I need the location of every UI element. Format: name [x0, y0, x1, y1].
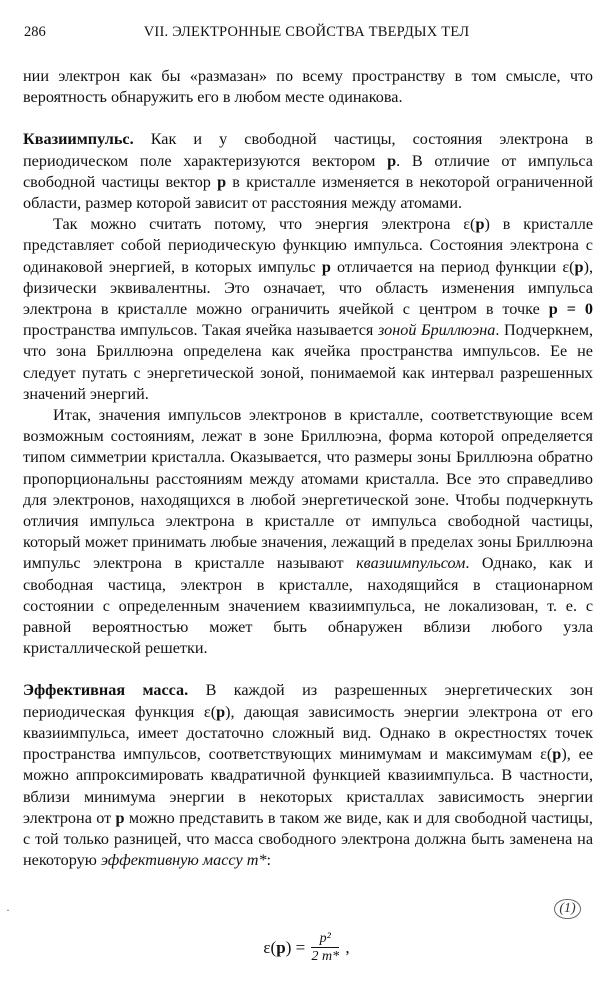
formula-lhs-close: ) — [285, 938, 292, 957]
formula-comma: , — [345, 938, 350, 957]
equation-p-zero: p = 0 — [548, 300, 593, 319]
vector-p: p — [217, 172, 227, 191]
vector-p: p — [115, 808, 125, 827]
paragraph-text: ), дающая зависимость энергии электрона от его квазиимпульса, имеет достаточно сложный вид. Однако в окрестностях точек пространства импульсов, соответствующих минимумам и максимумам ε( — [23, 702, 593, 764]
paragraph-text: пространства импульсов. Такая ячейка называется — [23, 321, 378, 340]
page-header — [24, 24, 589, 48]
vector-p: p — [321, 257, 331, 276]
paragraph-text: Так можно считать потому, что энергия электрона ε( — [53, 215, 476, 234]
term-effective-mass: эффективную массу m* — [100, 851, 267, 870]
paragraph-text: . В отличие от импульса свободной частицы вектор — [23, 151, 593, 191]
paragraph-text: в кристалле изменяется в некоторой ограниченной области, размер которой зависит от расстояния между атомами. — [23, 172, 593, 213]
formula-vector-p: p — [276, 938, 286, 957]
section-title-effective-mass: Эффективная масса. — [23, 681, 189, 700]
paragraph-text: Как и у свободной частицы, состояния электрона в периодическом поле характеризуются вектором — [23, 130, 593, 170]
paragraph-text: можно представить в таком же виде, как и для свободной частицы, с той только разницей, что масса свободного электрона должна быть заменена на некоторую — [23, 808, 593, 870]
paragraph-text: Итак, значения импульсов электронов в кристалле, соответствующие всем возможным состояниям, лежат в зоне Бриллюэна, форма которой определяется типом симметрии кристалла. Оказывается, что размеры зоны Бриллюэна обратно пропорциональны расстояниям между атомами кристалла. Все это справедливо для электронов, находящихся в любой энергетической зоне. Чтобы подчеркнуть отличия импульса электрона в кристалле от импульса свободной частицы, который может принимать любые значения, лежащий в пределах зоны Бриллюэна импульс электрона в кристалле называют — [23, 406, 593, 573]
paragraph-text: : — [266, 851, 271, 870]
paragraph-text: В каждой из разрешенных энергетических зон периодическая функция ε( — [23, 681, 593, 721]
term-quasimomentum: квазиимпульсом — [356, 554, 466, 573]
vector-p: p — [574, 257, 584, 276]
page-number: 286 — [24, 24, 46, 40]
paragraph-text: нии электрон как бы «размазан» по всему пространству в том смысле, что вероятность обнаружить его в любом месте одинакова. — [23, 67, 593, 107]
paragraph-continuation — [23, 66, 593, 108]
paragraph-text: . Подчеркнем, что зона Бриллюэна определена как ячейка пространства импульсов. Ее не следует путать с энергетической зоной, понимаемой как интервал разрешенных значений энергий. — [23, 321, 594, 403]
margin-mark: · — [6, 903, 10, 917]
running-title: VII. ЭЛЕКТРОННЫЕ СВОЙСТВА ТВЕРДЫХ ТЕЛ — [143, 24, 470, 40]
equation-number-annotation — [545, 895, 590, 923]
equation-number: (1) — [554, 899, 580, 919]
formula-denominator: 2 m* — [311, 949, 340, 964]
paragraph-text: ), физически эквивалентны. Это означает, что область изменения импульса электрона в кристалле можно ограничить ячейкой с центром в точке — [23, 257, 593, 319]
vector-p: p — [475, 215, 485, 234]
vector-p: p — [216, 702, 226, 721]
paragraph-text: ), ее можно аппроксимировать квадратичной функцией квазиимпульса. В частности, вблизи минимума энергии в некоторых кристаллах зависимость энергии электрона от — [23, 745, 594, 827]
paragraph-brillouin — [23, 214, 593, 405]
formula-lhs — [263, 938, 291, 957]
paragraph-summary — [23, 405, 593, 659]
paragraph-text: ) в кристалле представляет собой периодическую функцию импульса. Состояния электрона с одинаковой энергией, в которых импульс — [23, 215, 593, 276]
body-text — [23, 66, 593, 871]
paragraph-effective-mass — [23, 680, 593, 871]
formula-dispersion — [0, 931, 613, 981]
formula-equals: = — [295, 938, 306, 957]
formula-numerator: p² — [311, 931, 339, 948]
formula-lhs-open: ε( — [263, 938, 277, 957]
section-title-quasimomentum: Квазиимпульс. — [23, 130, 134, 149]
paragraph-text: отличается на период функции ε( — [330, 257, 575, 276]
paragraph-quasimomentum — [23, 129, 593, 214]
formula-fraction — [311, 931, 339, 965]
term-brillouin-zone: зоной Бриллюэна — [378, 321, 496, 340]
vector-p: p — [552, 745, 562, 764]
vector-p: p — [387, 151, 397, 170]
paragraph-text: . Однако, как и свободная частица, электрон в кристалле, находящийся в стационарном состоянии с определенным значением квазиимпульса, не локализован, т. е. с равной вероятностью может быть обнаружен вблизи любого узла кристаллической решетки. — [23, 554, 593, 658]
